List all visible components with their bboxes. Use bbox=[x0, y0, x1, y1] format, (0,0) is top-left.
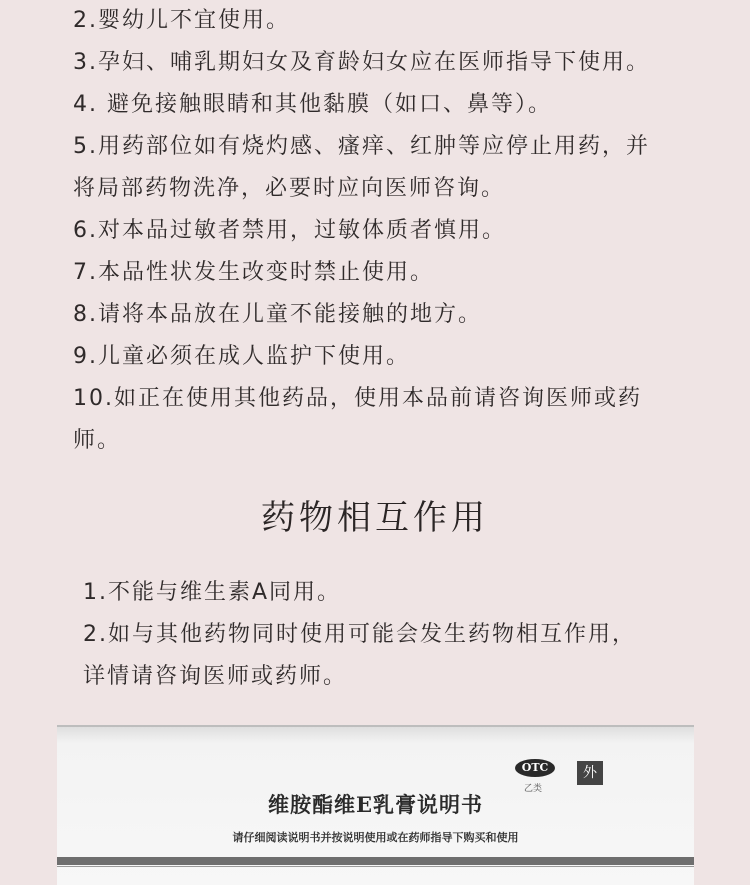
external-use-badge: 外 bbox=[577, 761, 603, 785]
precaution-item: 7.本品性状发生改变时禁止使用。 bbox=[73, 260, 434, 285]
precaution-item: 4. 避免接触眼睛和其他黏膜（如口、鼻等）。 bbox=[73, 92, 552, 117]
precaution-item: 9.儿童必须在成人监护下使用。 bbox=[73, 344, 410, 369]
interaction-item: 详情请咨询医师或药师。 bbox=[83, 664, 348, 689]
precaution-item: 3.孕妇、哺乳期妇女及育龄妇女应在医师指导下使用。 bbox=[73, 50, 650, 75]
otc-class-label: 乙类 bbox=[524, 784, 543, 794]
precautions-list bbox=[73, 0, 713, 462]
section-title-drug-interactions: 药物相互作用 bbox=[261, 498, 489, 538]
otc-badge: OTC bbox=[515, 759, 555, 777]
leaflet-scan-image bbox=[57, 725, 694, 885]
precaution-item: 6.对本品过敏者禁用，过敏体质者慎用。 bbox=[73, 218, 506, 243]
leaflet-divider bbox=[57, 857, 694, 865]
precaution-item: 8.请将本品放在儿童不能接触的地方。 bbox=[73, 302, 482, 327]
precaution-item: 2.婴幼儿不宜使用。 bbox=[73, 8, 290, 33]
leaflet-title: 维胺酯维E乳膏说明书 bbox=[267, 792, 483, 817]
interactions-list bbox=[83, 572, 723, 698]
leaflet-divider-thin bbox=[57, 866, 694, 867]
leaflet-subtitle: 请仔细阅读说明书并按说明使用或在药师指导下购买和使用 bbox=[232, 831, 519, 844]
precaution-item: 师。 bbox=[73, 428, 122, 453]
interaction-item: 2.如与其他药物同时使用可能会发生药物相互作用， bbox=[83, 622, 636, 647]
interaction-item: 1.不能与维生素A同用。 bbox=[83, 580, 342, 605]
precaution-item: 将局部药物洗净，必要时应向医师咨询。 bbox=[73, 176, 506, 201]
precaution-item: 10.如正在使用其他药品，使用本品前请咨询医师或药 bbox=[73, 386, 642, 411]
precaution-item: 5.用药部位如有烧灼感、瘙痒、红肿等应停止用药，并 bbox=[73, 134, 650, 159]
